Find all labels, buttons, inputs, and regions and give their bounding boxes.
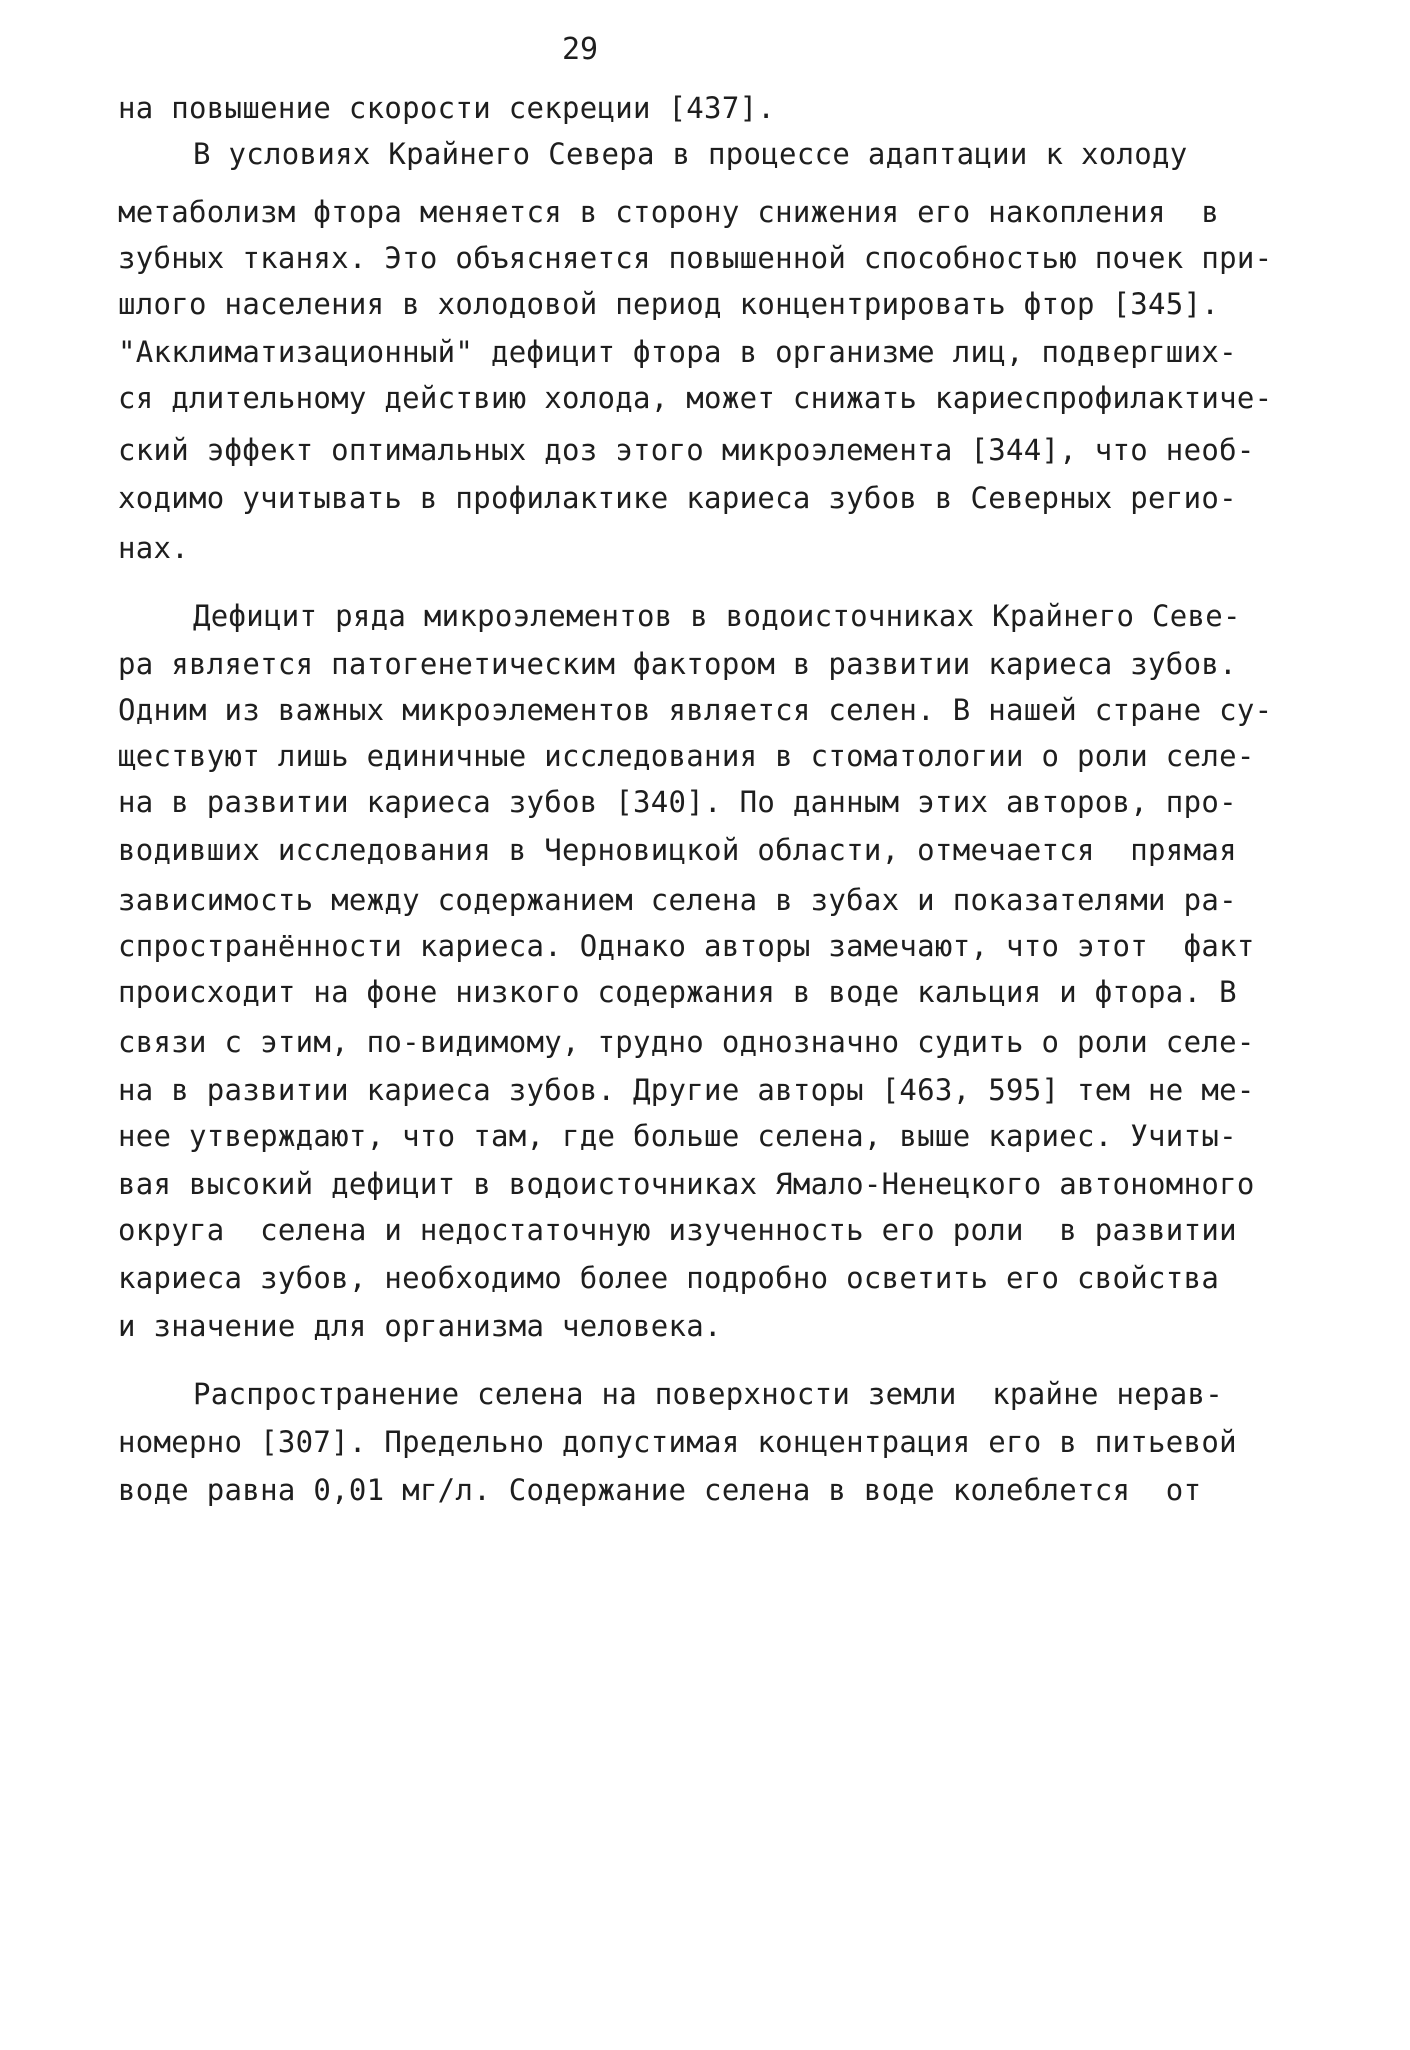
text-line: на в развитии кариеса зубов. Другие авторы [463, 595] тем не ме- — [118, 1073, 1255, 1107]
text-line: ходимо учитывать в профилактике кариеса зубов в Северных регио- — [118, 481, 1237, 515]
text-line: связи с этим, по-видимому, трудно однозначно судить о роли селе- — [118, 1025, 1255, 1059]
text-line: кариеса зубов, необходимо более подробно осветить его свойства — [118, 1261, 1220, 1295]
page-number: 29 — [561, 32, 599, 67]
text-line: округа селена и недостаточную изученность его роли в развитии — [118, 1213, 1237, 1247]
text-line: вая высокий дефицит в водоисточниках Ямало-Ненецкого автономного — [118, 1167, 1255, 1201]
text-line: Одним из важных микроэлементов является селен. В нашей стране су- — [118, 693, 1273, 727]
text-line: спространённости кариеса. Однако авторы замечают, что этот факт — [118, 929, 1255, 963]
text-line: ский эффект оптимальных доз этого микроэлемента [344], что необ- — [118, 433, 1255, 467]
text-line: на в развитии кариеса зубов [340]. По данным этих авторов, про- — [118, 785, 1237, 819]
text-line: шлого населения в холодовой период концентрировать фтор [345]. — [118, 287, 1220, 321]
text-line: происходит на фоне низкого содержания в воде кальция и фтора. В — [118, 975, 1237, 1009]
text-line: на повышение скорости секреции [437]. — [118, 91, 776, 125]
text-line: нее утверждают, что там, где больше селена, выше кариес. Учиты- — [118, 1119, 1237, 1153]
text-line: зубных тканях. Это объясняется повышенной способностью почек при- — [118, 241, 1273, 275]
text-line: ся длительному действию холода, может снижать кариеспрофилактиче- — [118, 381, 1273, 415]
text-line: "Акклиматизационный" дефицит фтора в организме лиц, подвергших- — [118, 335, 1237, 369]
text-line: метаболизм фтора меняется в сторону снижения его накопления в — [118, 195, 1220, 229]
text-line: Распространение селена на поверхности земли крайне нерав- — [193, 1377, 1224, 1411]
text-line: водивших исследования в Черновицкой области, отмечается прямая — [118, 833, 1237, 867]
text-line: ра является патогенетическим фактором в развитии кариеса зубов. — [118, 647, 1237, 681]
text-line: В условиях Крайнего Севера в процессе адаптации к холоду — [193, 137, 1188, 171]
text-line: ществуют лишь единичные исследования в стоматологии о роли селе- — [118, 739, 1255, 773]
text-line: и значение для организма человека. — [118, 1309, 722, 1343]
text-line: воде равна 0,01 мг/л. Содержание селена в воде колеблется от — [118, 1473, 1202, 1507]
text-line: зависимость между содержанием селена в зубах и показателями ра- — [118, 883, 1237, 917]
text-line: нах. — [118, 531, 190, 565]
text-line: номерно [307]. Предельно допустимая концентрация его в питьевой — [118, 1425, 1237, 1459]
text-line: Дефицит ряда микроэлементов в водоисточниках Крайнего Севе- — [193, 599, 1241, 633]
